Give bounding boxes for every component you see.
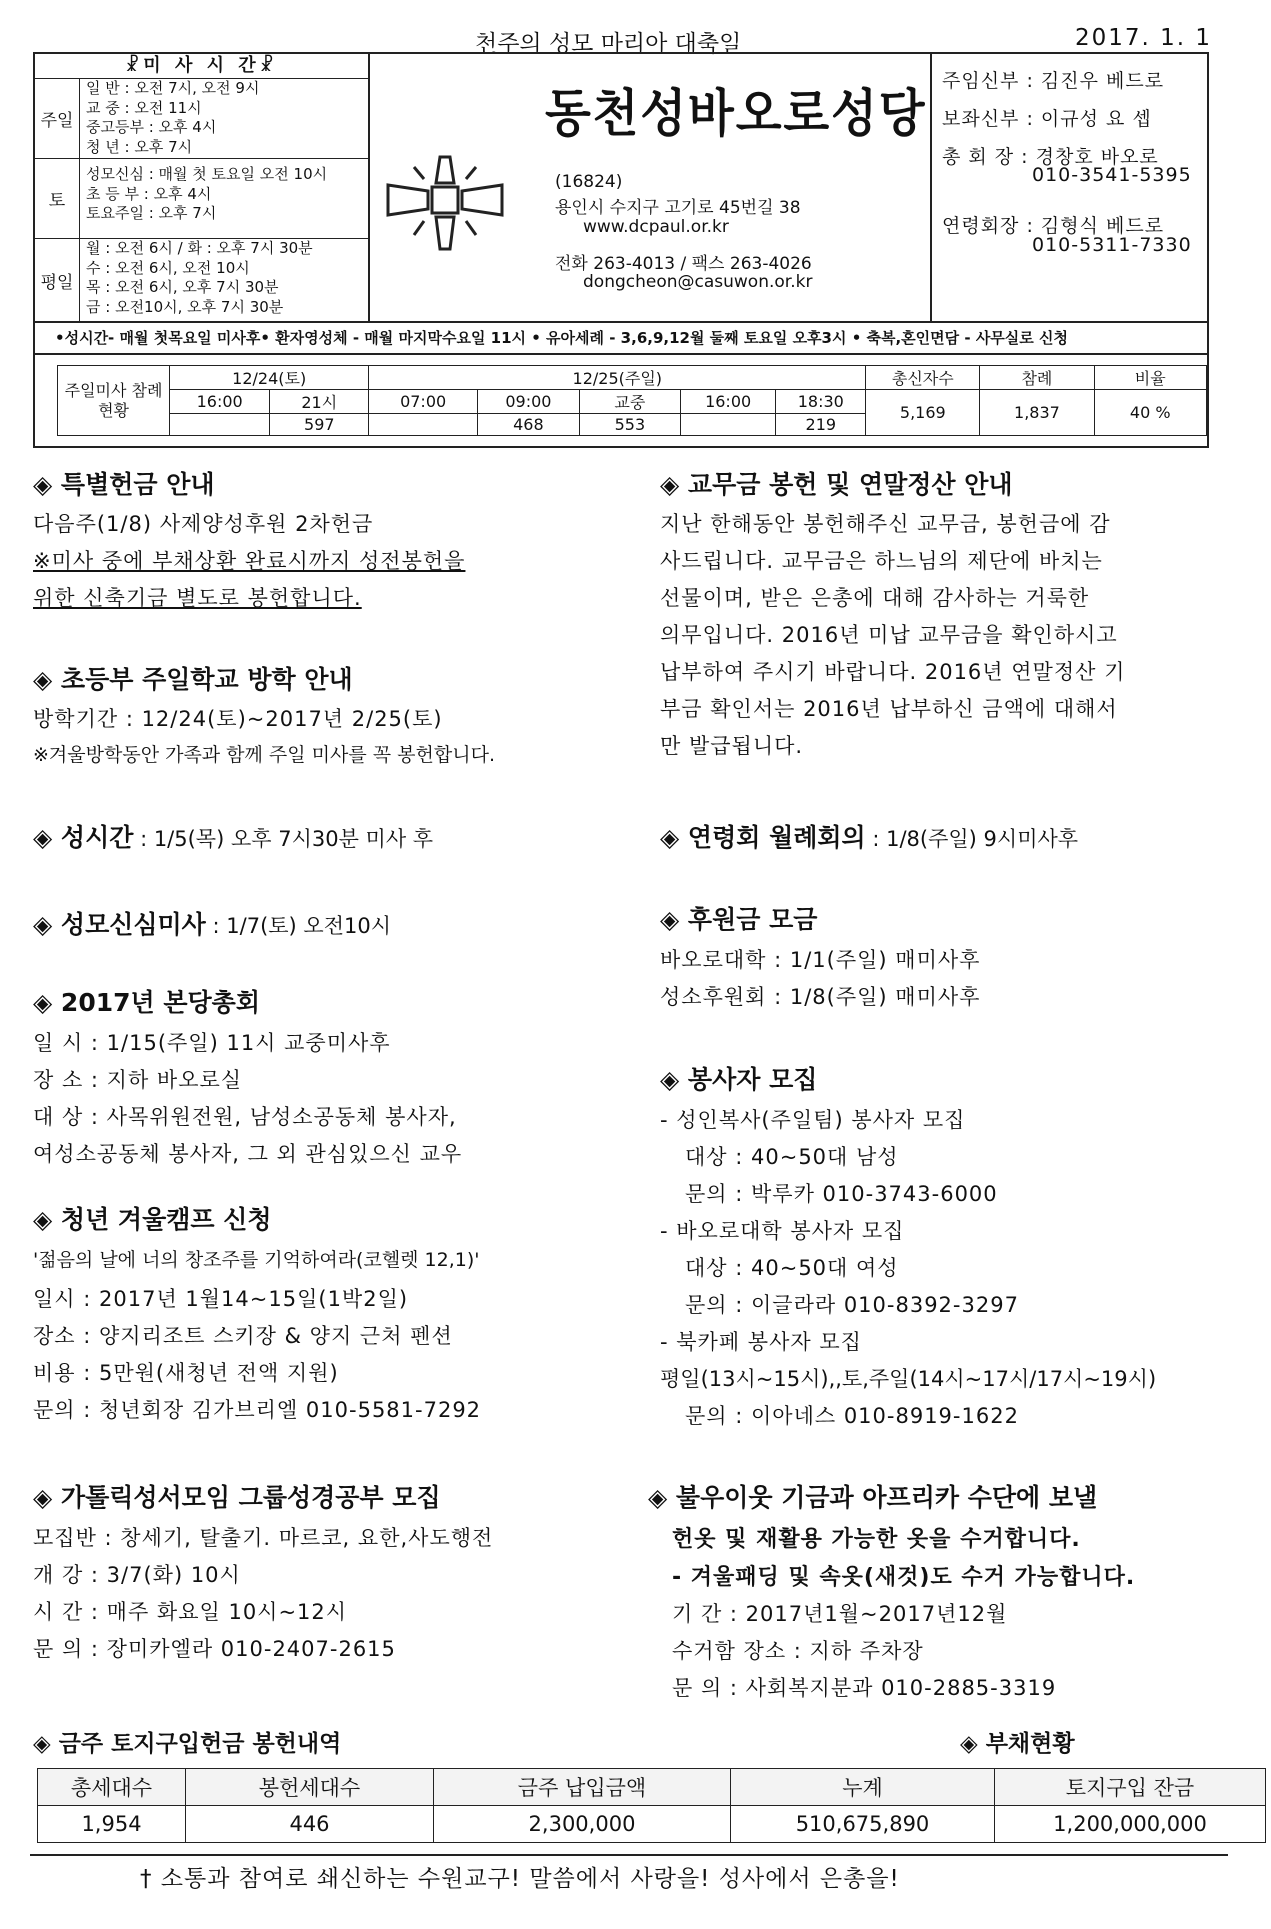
section-title-elders-meeting: ◈ 연령회 월례회의 : 1/8(주일) 9시미사후 bbox=[660, 823, 1079, 852]
text-line: - 바오로대학 봉사자 모집 bbox=[660, 1219, 905, 1243]
attendance-table bbox=[57, 365, 1207, 436]
text-line: 부금 확인서는 2016년 납부하신 금액에 대해서 bbox=[660, 697, 1118, 721]
mass-line: 수 : 오전 6시, 오전 10시 bbox=[86, 258, 250, 277]
text-line: 평일(13시~15시),,토,주일(14시~17시/17시~19시) bbox=[660, 1367, 1157, 1391]
text-line: 장 소 : 지하 바오로실 bbox=[33, 1068, 243, 1092]
text-line: 성소후원회 : 1/8(주일) 매미사후 bbox=[660, 985, 981, 1009]
mass-line: 금 : 오전10시, 오후 7시 30분 bbox=[86, 297, 284, 316]
staff-elders: 연령회장 : 김형식 베드로 bbox=[942, 215, 1165, 237]
text-line: 문 의 : 사회복지분과 010-2885-3319 bbox=[672, 1676, 1057, 1700]
text-line: 문의 : 박루카 010-3743-6000 bbox=[685, 1182, 998, 1206]
parish-logo-icon bbox=[380, 149, 510, 259]
rate-cell: 40 % bbox=[1094, 390, 1207, 436]
text-line: 기 간 : 2017년1월~2017년12월 bbox=[672, 1602, 1008, 1626]
parish-web: www.dcpaul.or.kr bbox=[583, 217, 729, 237]
time-cell: 16:00 bbox=[170, 390, 270, 414]
section-title-volunteers: ◈ 봉사자 모집 bbox=[660, 1065, 818, 1094]
text-line: 위한 신축기금 별도로 봉헌합니다. bbox=[33, 586, 362, 610]
header-total: 총신자수 bbox=[866, 366, 980, 390]
time-cell: 07:00 bbox=[369, 390, 478, 414]
attendance-box bbox=[33, 355, 1209, 448]
section-title-youth-camp: ◈ 청년 겨울캠프 신청 bbox=[33, 1205, 272, 1234]
mass-line: 목 : 오전 6시, 오후 7시 30분 bbox=[86, 278, 279, 296]
section-title-clothes-drive: ◈ 불우이웃 기금과 아프리카 수단에 보낼 bbox=[648, 1483, 1098, 1512]
text-line: 의무입니다. 2016년 미납 교무금을 확인하시고 bbox=[660, 623, 1118, 647]
mass-line: 토요주일 : 오후 7시 bbox=[86, 204, 217, 222]
time-cell: 교중 bbox=[579, 390, 680, 414]
text-line: - 북카페 봉사자 모집 bbox=[660, 1330, 862, 1354]
attendance-date-2: 12/25(주일) bbox=[369, 366, 866, 390]
section-title-school-vacation: ◈ 초등부 주일학교 방학 안내 bbox=[33, 665, 353, 694]
parish-address: 용인시 수지구 고기로 45번길 38 bbox=[555, 198, 801, 218]
fund-header: 봉헌세대수 bbox=[186, 1769, 434, 1806]
attendance-label: 주일미사 참례현황 bbox=[58, 366, 170, 436]
text-line: 비용 : 5만원(새청년 전액 지원) bbox=[33, 1361, 339, 1385]
footer-slogan: † 소통과 참여로 쇄신하는 수원교구! 말씀에서 사랑을! 성사에서 은총을! bbox=[140, 1866, 900, 1892]
attend-cell: 1,837 bbox=[980, 390, 1094, 436]
count-cell: 553 bbox=[579, 414, 680, 436]
text-line: 헌옷 및 재활용 가능한 옷을 수거합니다. bbox=[672, 1527, 1081, 1552]
text-line: 대상 : 40~50대 여성 bbox=[685, 1256, 899, 1280]
text-line: ※겨울방학동안 가족과 함께 주일 미사를 꼭 봉헌합니다. bbox=[33, 744, 495, 766]
feast-title: 천주의 성모 마리아 대축일 bbox=[475, 31, 742, 57]
text-line: 문의 : 이글라라 010-8392-3297 bbox=[685, 1293, 1019, 1317]
mass-schedule-title: ☧미 사 시 간☧ bbox=[35, 54, 368, 79]
text-line: 방학기간 : 12/24(토)~2017년 2/25(토) bbox=[33, 707, 443, 731]
section-title-special-offering: ◈ 특별헌금 안내 bbox=[33, 470, 215, 499]
section-title-marian-mass: ◈ 성모신심미사 : 1/7(토) 오전10시 bbox=[33, 910, 391, 939]
mass-schedule bbox=[35, 54, 370, 323]
text-line: 시 간 : 매주 화요일 10시~12시 bbox=[33, 1600, 348, 1624]
fund-header: 총세대수 bbox=[38, 1769, 186, 1806]
time-cell: 21시 bbox=[270, 390, 369, 414]
section-title-tithe: ◈ 교무금 봉헌 및 연말정산 안내 bbox=[660, 470, 1013, 499]
mass-line: 월 : 오전 6시 / 화 : 오후 7시 30분 bbox=[86, 239, 313, 257]
section-title-bible-study: ◈ 가톨릭성서모임 그룹성경공부 모집 bbox=[33, 1483, 441, 1512]
mass-line: 초 등 부 : 오후 4시 bbox=[86, 184, 212, 203]
mass-line: 교 중 : 오전 11시 bbox=[86, 98, 202, 117]
fund-value: 510,675,890 bbox=[731, 1806, 995, 1843]
mass-group-weekday bbox=[35, 239, 368, 322]
land-fund-table bbox=[37, 1768, 1266, 1843]
mass-line: 청 년 : 오후 7시 bbox=[86, 137, 193, 156]
fund-header: 금주 납입금액 bbox=[434, 1769, 731, 1806]
text-line: 개 강 : 3/7(화) 10시 bbox=[33, 1563, 241, 1587]
mass-group-sunday bbox=[35, 79, 368, 159]
text-line: 문의 : 이아네스 010-8919-1622 bbox=[685, 1404, 1019, 1428]
header-attend: 참례 bbox=[980, 366, 1094, 390]
notice-strip: •성시간- 매월 첫목요일 미사후• 환자영성체 - 매월 마지막수요일 11시 • 유아세례 - 3,6,9,12월 둘째 토요일 오후3시 • 축복,혼인면담 - 사무실로 신청 bbox=[33, 323, 1209, 355]
header-rate: 비율 bbox=[1094, 366, 1207, 390]
time-cell: 18:30 bbox=[776, 390, 866, 414]
fund-value: 1,200,000,000 bbox=[995, 1806, 1266, 1843]
text-line: '젊음의 날에 너의 창조주를 기억하여라(코헬렛 12,1)' bbox=[33, 1249, 480, 1271]
mass-day: 주일 bbox=[35, 79, 80, 158]
text-line: 수거함 장소 : 지하 주차장 bbox=[672, 1639, 924, 1663]
text-line: 문 의 : 장미카엘라 010-2407-2615 bbox=[33, 1637, 396, 1661]
count-cell bbox=[170, 414, 270, 436]
mass-line: 중고등부 : 오후 4시 bbox=[86, 118, 217, 136]
section-title-holy-hour: ◈ 성시간 : 1/5(목) 오후 7시30분 미사 후 bbox=[33, 823, 434, 852]
fund-value: 1,954 bbox=[38, 1806, 186, 1843]
text-line: 선물이며, 받은 은총에 대해 감사하는 거룩한 bbox=[660, 586, 1090, 610]
text-line: ※미사 중에 부채상환 완료시까지 성전봉헌을 bbox=[33, 549, 466, 573]
parish-name: 동천성바오로성당 bbox=[545, 85, 927, 144]
text-line: 일 시 : 1/15(주일) 11시 교중미사후 bbox=[33, 1031, 391, 1055]
top-line bbox=[0, 25, 1271, 55]
parish-email: dongcheon@casuwon.or.kr bbox=[583, 272, 813, 292]
text-line: 바오로대학 : 1/1(주일) 매미사후 bbox=[660, 948, 981, 972]
staff-president-phone: 010-3541-5395 bbox=[1032, 164, 1192, 186]
count-cell bbox=[369, 414, 478, 436]
parish-phone: 전화 263-4013 / 팩스 263-4026 bbox=[555, 254, 812, 274]
text-line: 일시 : 2017년 1월14~15일(1박2일) bbox=[33, 1287, 409, 1311]
attendance-date-1: 12/24(토) bbox=[170, 366, 369, 390]
text-line: - 성인복사(주일팀) 봉사자 모집 bbox=[660, 1108, 966, 1132]
time-cell: 16:00 bbox=[680, 390, 775, 414]
mass-group-saturday bbox=[35, 159, 368, 239]
text-line: 대상 : 40~50대 남성 bbox=[685, 1145, 899, 1169]
fund-value: 2,300,000 bbox=[434, 1806, 731, 1843]
text-line: 문의 : 청년회장 김가브리엘 010-5581-7292 bbox=[33, 1398, 482, 1422]
text-line: 대 상 : 사목위원전원, 남성소공동체 봉사자, bbox=[33, 1105, 457, 1129]
fund-header: 토지구입 잔금 bbox=[995, 1769, 1266, 1806]
mass-line: 일 반 : 오전 7시, 오전 9시 bbox=[86, 79, 260, 97]
text-line: 지난 한해동안 봉헌해주신 교무금, 봉헌금에 감 bbox=[660, 512, 1111, 536]
count-cell: 219 bbox=[776, 414, 866, 436]
staff-list bbox=[930, 54, 1209, 323]
fund-header: 누계 bbox=[731, 1769, 995, 1806]
bulletin-date: 2017. 1. 1 bbox=[1075, 25, 1213, 51]
count-cell: 468 bbox=[477, 414, 579, 436]
text-line: - 겨울패딩 및 속옷(새것)도 수거 가능합니다. bbox=[672, 1565, 1136, 1590]
text-line: 장소 : 양지리조트 스키장 & 양지 근처 펜션 bbox=[33, 1324, 453, 1348]
time-cell: 09:00 bbox=[477, 390, 579, 414]
text-line: 납부하여 주시기 바랍니다. 2016년 연말정산 기 bbox=[660, 660, 1126, 684]
section-title-debt: ◈ 부채현황 bbox=[960, 1731, 1075, 1757]
staff-elders-phone: 010-5311-7330 bbox=[1032, 234, 1192, 256]
count-cell: 597 bbox=[270, 414, 369, 436]
count-cell bbox=[680, 414, 775, 436]
mass-line: 성모신심 : 매월 첫 토요일 오전 10시 bbox=[86, 165, 328, 183]
parish-postcode: (16824) bbox=[555, 172, 623, 192]
total-cell: 5,169 bbox=[866, 390, 980, 436]
text-line: 사드립니다. 교무금은 하느님의 제단에 바치는 bbox=[660, 549, 1103, 573]
footer-divider bbox=[30, 1854, 1228, 1856]
fund-value: 446 bbox=[186, 1806, 434, 1843]
staff-pastor: 주임신부 : 김진우 베드로 bbox=[942, 70, 1165, 92]
header-box bbox=[33, 52, 1209, 323]
staff-president: 총 회 장 : 경창호 바오로 bbox=[942, 146, 1159, 168]
text-line: 여성소공동체 봉사자, 그 외 관심있으신 교우 bbox=[33, 1142, 463, 1166]
text-line: 다음주(1/8) 사제양성후원 2차헌금 bbox=[33, 512, 374, 536]
text-line: 만 발급됩니다. bbox=[660, 734, 804, 758]
staff-assistant: 보좌신부 : 이규성 요 셉 bbox=[942, 108, 1152, 130]
section-title-land-fund: ◈ 금주 토지구입헌금 봉헌내역 bbox=[33, 1731, 342, 1757]
section-title-general-assembly: ◈ 2017년 본당총회 bbox=[33, 988, 260, 1017]
text-line: 모집반 : 창세기, 탈출기. 마르코, 요한,사도행전 bbox=[33, 1526, 494, 1550]
section-title-fundraising: ◈ 후원금 모금 bbox=[660, 905, 818, 934]
mass-day: 토 bbox=[35, 159, 80, 238]
mass-day: 평일 bbox=[35, 239, 80, 322]
